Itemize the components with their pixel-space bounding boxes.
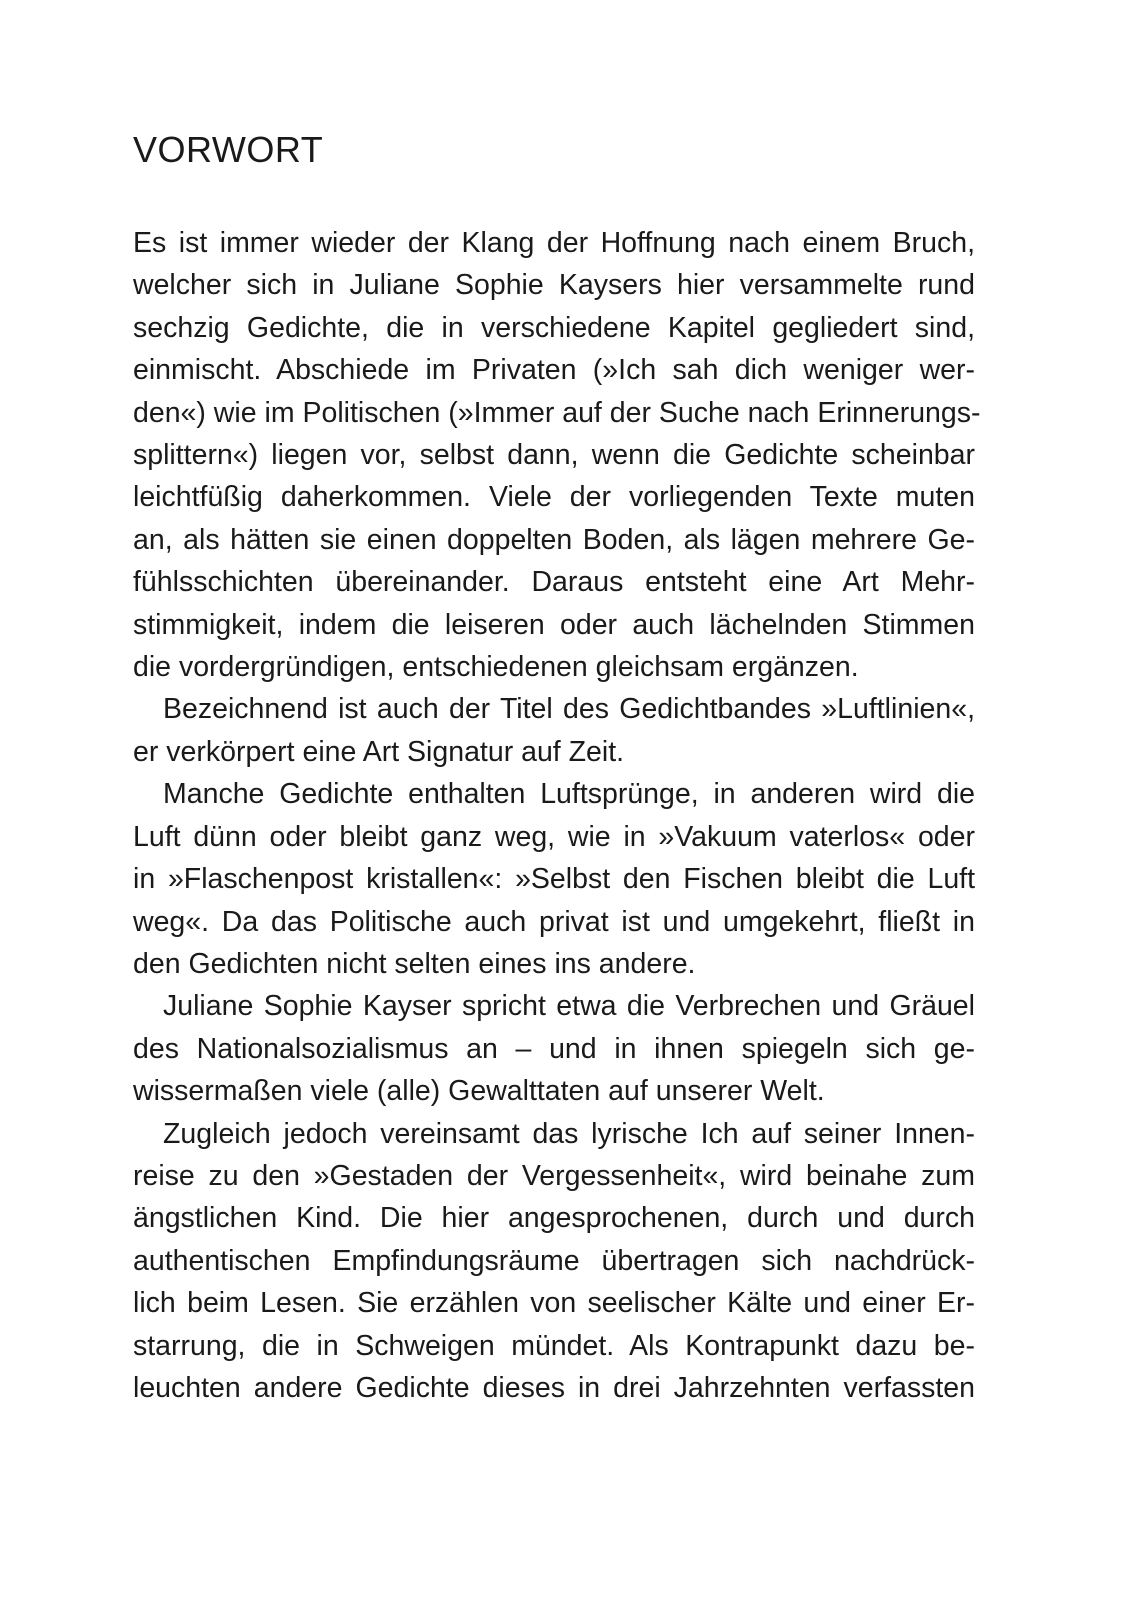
text-line: authentischen Empfindungsräume übertragen sich nachdrück- [133,1244,975,1277]
paragraph [133,222,981,688]
paragraph [133,985,975,1112]
text-line: die vordergründigen, entschiedenen gleichsam ergänzen. [133,651,859,684]
text-line: ängstlichen Kind. Die hier angesprochenen, durch und durch [133,1202,975,1235]
text-line: einmischt. Abschiede im Privaten (»Ich sah dich weniger wer- [133,354,975,387]
text-line: splittern«) liegen vor, selbst dann, wenn die Gedichte scheinbar [133,439,975,472]
text-line: in »Flaschenpost kristallen«: »Selbst den Fischen bleibt die Luft [133,863,975,896]
text-line: lich beim Lesen. Sie erzählen von seelischer Kälte und einer Er- [133,1287,975,1320]
text-line: weg«. Da das Politische auch privat ist und umgekehrt, fließt in [133,905,975,938]
paragraph [133,773,975,985]
text-line: leuchten andere Gedichte dieses in drei Jahrzehnten verfassten [133,1371,975,1404]
text-line: Zugleich jedoch vereinsamt das lyrische Ich auf seiner Innen- [163,1117,975,1150]
text-line: fühlsschichten übereinander. Daraus entsteht eine Art Mehr- [133,566,975,599]
text-line: stimmigkeit, indem die leiseren oder auch lächelnden Stimmen [133,608,975,641]
text-line: an, als hätten sie einen doppelten Boden, als lägen mehrere Ge- [133,523,975,556]
text-line: sechzig Gedichte, die in verschiedene Kapitel gegliedert sind, [133,311,975,344]
text-line: den Gedichten nicht selten eines ins andere. [133,947,696,980]
text-line: welcher sich in Juliane Sophie Kaysers hier versammelte rund [133,269,975,302]
text-line: Es ist immer wieder der Klang der Hoffnung nach einem Bruch, [133,227,975,259]
paragraph [133,688,975,773]
text-line: leichtfüßig daherkommen. Viele der vorliegenden Texte muten [133,481,975,514]
text-line: Luft dünn oder bleibt ganz weg, wie in »Vakuum vaterlos« oder [133,820,975,853]
body-text [133,222,981,1409]
text-line: reise zu den »Gestaden der Vergessenheit«, wird beinahe zum [133,1159,975,1192]
text-line: des Nationalsozialismus an – und in ihnen spiegeln sich ge- [133,1032,975,1065]
page-title: VORWORT [133,129,324,170]
paragraph [133,1113,975,1410]
text-line: den«) wie im Politischen (»Immer auf der Suche nach Erinnerungs- [133,396,981,429]
text-line: er verkörpert eine Art Signatur auf Zeit. [133,735,625,768]
text-line: starrung, die in Schweigen mündet. Als Kontrapunkt dazu be- [133,1329,975,1362]
text-line: Juliane Sophie Kayser spricht etwa die Verbrechen und Gräuel [163,990,975,1023]
text-line: Manche Gedichte enthalten Luftsprünge, in anderen wird die [163,778,975,811]
text-line: wissermaßen viele (alle) Gewalttaten auf unserer Welt. [133,1075,825,1108]
text-line: Bezeichnend ist auch der Titel des Gedichtbandes »Luftlinien«, [163,693,975,726]
